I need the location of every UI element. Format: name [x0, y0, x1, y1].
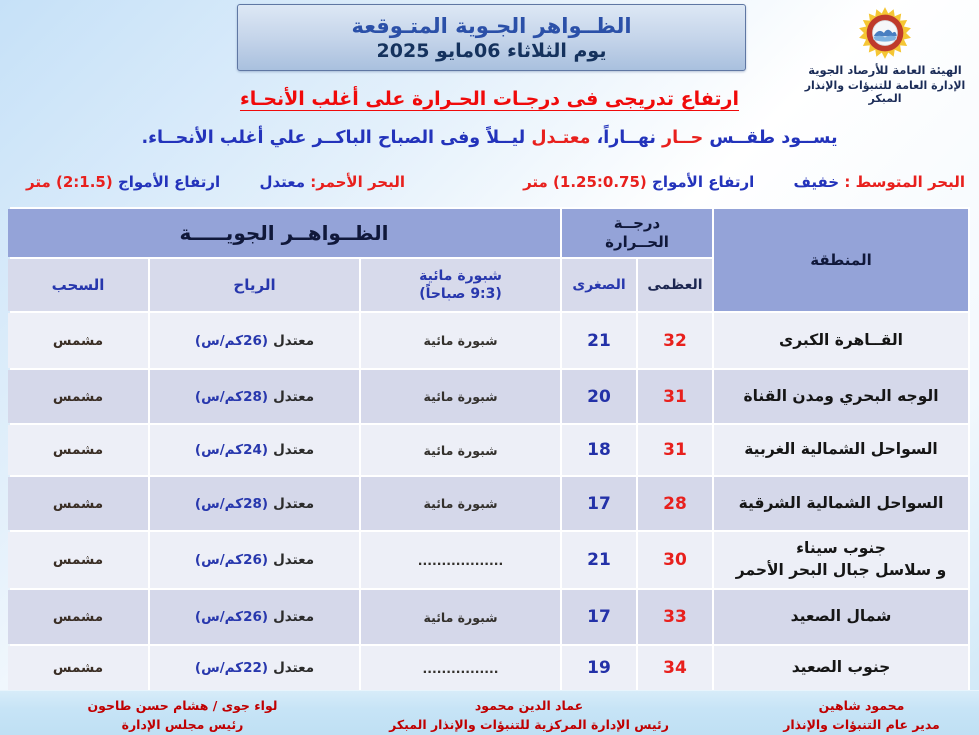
wind-speed: (24كم/س)	[194, 442, 269, 458]
signature-name: محمود شاهين	[818, 698, 905, 713]
clouds-value: مشمس	[8, 532, 148, 588]
wind-speed: (26كم/س)	[194, 332, 269, 349]
region-name: شمال الصعيد	[714, 590, 968, 644]
min-temp-value: 19	[562, 646, 636, 690]
min-temp-value: 18	[562, 425, 636, 475]
synopsis-part1: يســود طقــس	[709, 128, 838, 148]
max-temp-value: 28	[638, 477, 712, 530]
column-header-clouds: السحب	[8, 259, 148, 311]
region-name: السواحل الشمالية الغربية	[714, 425, 968, 475]
signature-director	[754, 696, 969, 735]
wind-state: معتدل	[273, 552, 315, 568]
signature-name: لواء جوى / هشام حسن طاحون	[87, 698, 278, 713]
bulletin-title: الظــواهر الجـوية المتـوقعة	[351, 13, 632, 38]
min-temp-value: 17	[562, 590, 636, 644]
wind-value	[150, 370, 359, 423]
column-header-max-temp: العظمى	[638, 259, 712, 311]
sea-conditions-line	[0, 173, 979, 191]
mediterranean-label: البحر المتوسط :	[844, 173, 965, 191]
red-sea-waves-label: ارتفاع الأمواج	[117, 173, 221, 191]
signature-name: عماد الدين محمود	[474, 698, 584, 713]
forecast-table	[10, 207, 970, 692]
red-sea-waves-value: (2:1.5)	[55, 173, 113, 191]
signatures-footer	[0, 690, 979, 735]
mist-value: شبورة مائية	[361, 477, 560, 530]
column-group-phenomena: الظــواهــر الجويـــــة	[8, 209, 560, 257]
clouds-value: مشمس	[8, 646, 148, 690]
wind-value	[150, 590, 359, 644]
clouds-value: مشمس	[8, 477, 148, 530]
wind-value	[150, 532, 359, 588]
synopsis-hot: حــار	[662, 128, 704, 148]
mist-value: شبورة مائية	[361, 425, 560, 475]
max-temp-value: 31	[638, 370, 712, 423]
region-name: السواحل الشمالية الشرقية	[714, 477, 968, 530]
mediterranean-conditions	[523, 173, 965, 191]
signature-central-admin-head	[379, 696, 679, 735]
wind-value	[150, 646, 359, 690]
wind-state: معتدل	[273, 388, 315, 405]
min-temp-value: 21	[562, 313, 636, 368]
wind-state: معتدل	[273, 609, 315, 625]
column-header-region: المنطقة	[714, 209, 968, 311]
min-temp-value: 17	[562, 477, 636, 530]
signature-title: مدير عام التنبؤات والإنذار	[783, 717, 940, 733]
clouds-value: مشمس	[8, 425, 148, 475]
mist-value: ................	[361, 646, 560, 690]
agency-name: الهيئة العامة للأرصاد الجوية	[808, 63, 962, 77]
wind-state: معتدل	[273, 660, 315, 676]
wind-state: معتدل	[273, 332, 315, 349]
region-name: جنوب سيناء و سلاسل جبال البحر الأحمر	[714, 532, 968, 588]
max-temp-value: 33	[638, 590, 712, 644]
wind-speed: (28كم/س)	[194, 388, 269, 405]
agency-sun-emblem-icon	[858, 6, 912, 60]
min-temp-value: 20	[562, 370, 636, 423]
region-name: الوجه البحري ومدن القناة	[714, 370, 968, 423]
red-sea-conditions	[26, 173, 405, 191]
red-sea-state: معتدل	[259, 173, 305, 191]
red-sea-waves-unit: متر	[26, 173, 51, 191]
mediterranean-waves-label: ارتفاع الأمواج	[652, 173, 755, 191]
synopsis-part2: نهــاراً،	[596, 128, 656, 148]
bulletin-date: يوم الثلاثاء 06مايو 2025	[376, 39, 607, 62]
wind-speed: (26كم/س)	[194, 609, 269, 625]
wind-value	[150, 425, 359, 475]
wind-speed: (28كم/س)	[194, 495, 269, 512]
mist-value: ..................	[361, 532, 560, 588]
synopsis-moderate: معتـدل	[531, 128, 591, 148]
signature-title: رئيس الإدارة المركزية للتنبؤات والإنذار المبكر	[389, 717, 669, 733]
wind-value	[150, 477, 359, 530]
clouds-value: مشمس	[8, 313, 148, 368]
column-header-wind: الرياح	[150, 259, 359, 311]
synopsis-part3: ليــلاً وفى الصباح الباكــر علي أغلب الأنحــاء.	[141, 128, 526, 148]
column-group-temperature: درجــة الحــرارة	[562, 209, 712, 257]
mist-value: شبورة مائية	[361, 590, 560, 644]
mediterranean-state: خفيف	[793, 173, 840, 191]
signature-chairman	[55, 696, 310, 735]
mediterranean-waves-unit: متر	[523, 173, 548, 191]
synopsis-line	[0, 128, 979, 148]
min-temp-value: 21	[562, 532, 636, 588]
red-sea-label: البحر الأحمر:	[310, 173, 406, 191]
wind-speed: (26كم/س)	[194, 552, 269, 568]
region-name: جنوب الصعيد	[714, 646, 968, 690]
max-temp-value: 32	[638, 313, 712, 368]
signature-title: رئيس مجلس الإدارة	[121, 717, 244, 733]
wind-value	[150, 313, 359, 368]
max-temp-value: 30	[638, 532, 712, 588]
agency-department: الإدارة العامة للتنبؤات والإنذار المبكر	[804, 79, 966, 105]
wind-speed: (22كم/س)	[194, 660, 269, 676]
wind-state: معتدل	[273, 495, 315, 512]
mediterranean-waves-value: (1.25:0.75)	[553, 173, 647, 191]
region-name: القــاهرة الكبرى	[714, 313, 968, 368]
headline: ارتفاع تدريجى فى درجـات الحـرارة على أغلب الأنحـاء	[239, 88, 739, 110]
mist-value: شبورة مائية	[361, 313, 560, 368]
column-header-mist: شبورة مائية (9:3 صباحاً)	[361, 259, 560, 311]
wind-state: معتدل	[273, 442, 315, 458]
bulletin-title-box	[237, 4, 746, 71]
clouds-value: مشمس	[8, 590, 148, 644]
column-header-min-temp: الصغرى	[562, 259, 636, 311]
max-temp-value: 31	[638, 425, 712, 475]
clouds-value: مشمس	[8, 370, 148, 423]
mist-value: شبورة مائية	[361, 370, 560, 423]
max-temp-value: 34	[638, 646, 712, 690]
